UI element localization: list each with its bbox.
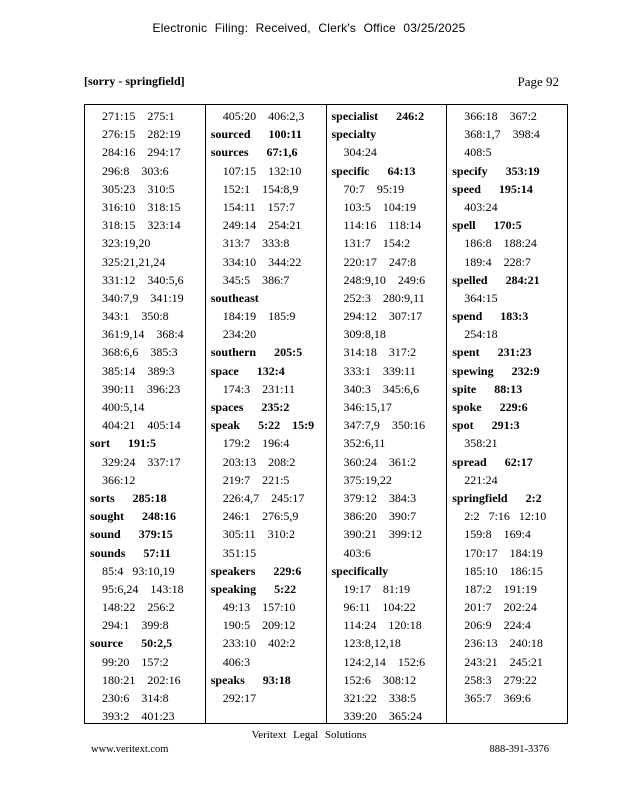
index-page-refs: 70:7 95:19: [343, 181, 405, 196]
index-page-refs: 400:5,14: [102, 400, 145, 414]
index-page-refs: 340:7,9 341:19: [102, 290, 184, 305]
index-page-refs: 309:8,18: [343, 327, 386, 342]
index-page-refs: 351:15: [222, 545, 257, 560]
index-page-refs: 361:9,14 368:4: [102, 327, 184, 342]
index-page-refs: 366:18 367:2: [464, 109, 537, 123]
index-term-entry: southern 205:5: [210, 345, 303, 360]
index-page-refs: 329:24 337:17: [102, 454, 181, 469]
index-term-entry: spell 170:5: [452, 218, 522, 233]
index-term-entry: spewing 232:9: [452, 363, 540, 378]
index-page-refs: 316:10 318:15: [102, 199, 181, 214]
index-page-refs: 203:13 208:2: [222, 454, 296, 469]
index-column-2: [206, 105, 327, 723]
index-page-refs: 2:2 7:16 12:10: [464, 509, 547, 524]
index-page-refs: 365:7 369:6: [464, 691, 531, 705]
index-page-refs: 375:19,22: [343, 472, 392, 487]
index-page-refs: 19:17 81:19: [343, 581, 411, 596]
index-page-refs: 366:12: [102, 472, 136, 487]
index-column-3: [327, 105, 448, 723]
index-page-refs: 343:1 350:8: [102, 309, 169, 324]
index-page-refs: 154:11 157:7: [222, 199, 295, 214]
index-page-refs: 180:21 202:16: [102, 672, 181, 687]
filing-stamp: Electronic Filing: Received, Clerk's Office 03/25/2025: [152, 21, 466, 35]
index-term-entry: source 50:2,5: [90, 636, 173, 651]
index-term-entry: sounds 57:11: [90, 545, 171, 560]
index-page-refs: 185:10 186:15: [464, 563, 543, 578]
index-page-refs: 114:16 118:14: [343, 218, 422, 233]
index-page-refs: 246:1 276:5,9: [222, 509, 299, 524]
index-term-entry: speaking 5:22: [210, 581, 297, 596]
index-page-refs: 226:4,7 245:17: [222, 490, 305, 505]
index-page-refs: 236:13 240:18: [464, 636, 543, 651]
index-page-refs: 85:4 93:10,19: [102, 563, 175, 578]
index-page-refs: 318:15 323:14: [102, 218, 181, 233]
index-page-refs: 325:21,21,24: [102, 254, 166, 269]
index-page-refs: 334:10 344:22: [222, 254, 302, 269]
index-page-refs: 368:6,6 385:3: [102, 345, 178, 360]
index-page-refs: 276:15 282:19: [102, 127, 181, 142]
index-page-refs: 159:8 169:4: [464, 527, 531, 542]
index-term-entry: sought 248:16: [90, 509, 177, 524]
index-page-refs: 174:3 231:11: [222, 381, 295, 396]
index-term-entry: sourced 100:11: [210, 127, 302, 142]
index-page-refs: 103:5 104:19: [343, 199, 417, 214]
index-term-entry: spent 231:23: [452, 345, 532, 360]
index-page-refs: 393:2 401:23: [102, 709, 175, 724]
footer-phone: 888-391-3376: [489, 744, 549, 755]
index-page-refs: 220:17 247:8: [343, 254, 417, 269]
index-term-entry: spread 62:17: [452, 454, 533, 469]
index-page-refs: 345:5 386:7: [222, 272, 290, 287]
index-page-refs: 49:13 157:10: [222, 600, 296, 615]
index-page-refs: 296:8 303:6: [102, 163, 169, 178]
index-term-entry: sorts 285:18: [90, 490, 167, 505]
index-page-refs: 152:1 154:8,9: [222, 181, 299, 196]
index-page-refs: 340:3 345:6,6: [343, 381, 420, 396]
index-page-refs: 358:21: [464, 436, 498, 451]
index-page-refs: 206:9 224:4: [464, 618, 531, 633]
index-page-refs: 406:3: [222, 654, 251, 669]
index-page-refs: 368:1,7 398:4: [464, 127, 540, 142]
index-page-refs: 190:5 209:12: [222, 618, 296, 633]
index-page-refs: 252:3 280:9,11: [343, 290, 425, 305]
index-column-1: [85, 105, 206, 723]
index-term-entry: specialist 246:2: [331, 109, 425, 123]
index-page-refs: 248:9,10 249:6: [343, 272, 426, 287]
index-page-refs: 314:18 317:2: [343, 345, 417, 360]
index-page-refs: 179:2 196:4: [222, 436, 290, 451]
index-page-refs: 184:19 185:9: [222, 309, 296, 324]
index-page-refs: 404:21 405:14: [102, 418, 181, 433]
index-page-refs: 201:7 202:24: [464, 600, 537, 615]
index-page-refs: 254:18: [464, 327, 498, 342]
index-page-refs: 360:24 361:2: [343, 454, 417, 469]
index-page-refs: 186:8 188:24: [464, 236, 537, 251]
index-page-refs: 339:20 365:24: [343, 709, 423, 724]
index-page-refs: 258:3 279:22: [464, 672, 537, 687]
index-column-4: [447, 105, 567, 723]
index-page-refs: 352:6,11: [343, 436, 386, 451]
index-page-refs: 107:15 132:10: [222, 163, 302, 178]
index-page-refs: 230:6 314:8: [102, 691, 169, 705]
index-page-refs: 331:12 340:5,6: [102, 272, 184, 287]
index-page-refs: 364:15: [464, 290, 498, 305]
index-term-entry: southeast: [210, 290, 259, 305]
index-page-refs: 313:7 333:8: [222, 236, 290, 251]
index-page-refs: 321:22 338:5: [343, 691, 417, 705]
index-term-entry: specifically: [331, 563, 389, 578]
index-page-refs: 123:8,12,18: [343, 636, 401, 651]
index-page-refs: 408:5: [464, 145, 492, 160]
index-page-refs: 385:14 389:3: [102, 363, 175, 378]
index-page-refs: 99:20 157:2: [102, 654, 169, 669]
index-range: [sorry - springfield]: [84, 74, 185, 88]
index-page-refs: 131:7 154:2: [343, 236, 411, 251]
index-page-refs: 271:15 275:1: [102, 109, 175, 123]
index-page-refs: 249:14 254:21: [222, 218, 302, 233]
index-page-refs: 304:24: [343, 145, 377, 160]
footer-website: www.veritext.com: [91, 744, 169, 755]
index-page-refs: 233:10 402:2: [222, 636, 296, 651]
index-page-refs: 405:20 406:2,3: [222, 109, 305, 123]
index-page-refs: 124:2,14 152:6: [343, 654, 426, 669]
index-page-refs: 219:7 221:5: [222, 472, 290, 487]
index-term-entry: sources 67:1,6: [210, 145, 298, 160]
index-page-refs: 294:1 399:8: [102, 618, 169, 633]
index-term-entry: spend 183:3: [452, 309, 529, 324]
index-page-refs: 294:12 307:17: [343, 309, 423, 324]
index-page-refs: 284:16 294:17: [102, 145, 181, 160]
index-page-refs: 390:21 399:12: [343, 527, 423, 542]
index-term-entry: speakers 229:6: [210, 563, 302, 578]
index-page-refs: 305:23 310:5: [102, 181, 175, 196]
index-page-refs: 152:6 308:12: [343, 672, 417, 687]
index-term-entry: speaks 93:18: [210, 672, 291, 687]
word-index-table: [84, 104, 568, 724]
index-page-refs: 390:11 396:23: [102, 381, 181, 396]
page-number: Page 92: [517, 74, 559, 89]
index-page-refs: 347:7,9 350:16: [343, 418, 426, 433]
index-term-entry: specific 64:13: [331, 163, 416, 178]
index-term-entry: speak 5:22 15:9: [210, 418, 315, 433]
index-term-entry: spot 291:3: [452, 418, 520, 433]
index-page-refs: 148:22 256:2: [102, 600, 175, 615]
index-page-refs: 234:20: [222, 327, 257, 342]
index-page-refs: 346:15,17: [343, 400, 392, 414]
index-page-refs: 323:19,20: [102, 236, 151, 251]
index-page-refs: 221:24: [464, 472, 498, 487]
index-page-refs: 333:1 339:11: [343, 363, 416, 378]
index-term-entry: spelled 284:21: [452, 272, 540, 287]
index-page-refs: 170:17 184:19: [464, 545, 543, 560]
index-page-refs: 386:20 390:7: [343, 509, 417, 524]
index-term-entry: spite 88:13: [452, 381, 523, 396]
index-term-entry: speed 195:14: [452, 181, 533, 196]
index-term-entry: springfield 2:2: [452, 490, 542, 505]
index-page-refs: 187:2 191:19: [464, 581, 537, 596]
index-page-refs: 403:6: [343, 545, 371, 560]
index-term-entry: specialty: [331, 127, 377, 142]
index-page-refs: 114:24 120:18: [343, 618, 422, 633]
index-term-entry: specify 353:19: [452, 163, 540, 178]
index-page-refs: 292:17: [222, 691, 257, 705]
index-page-refs: 96:11 104:22: [343, 600, 416, 615]
index-page-refs: 189:4 228:7: [464, 254, 531, 269]
index-page-refs: 95:6,24 143:18: [102, 581, 184, 596]
index-page-refs: 379:12 384:3: [343, 490, 417, 505]
index-term-entry: space 132:4: [210, 363, 285, 378]
footer-company: Veritext Legal Solutions: [251, 729, 367, 741]
index-page-refs: 243:21 245:21: [464, 654, 543, 669]
index-term-entry: spaces 235:2: [210, 400, 290, 414]
index-term-entry: sort 191:5: [90, 436, 156, 451]
index-term-entry: spoke 229:6: [452, 400, 528, 414]
index-page-refs: 403:24: [464, 199, 498, 214]
index-page-refs: 305:11 310:2: [222, 527, 295, 542]
index-term-entry: sound 379:15: [90, 527, 173, 542]
